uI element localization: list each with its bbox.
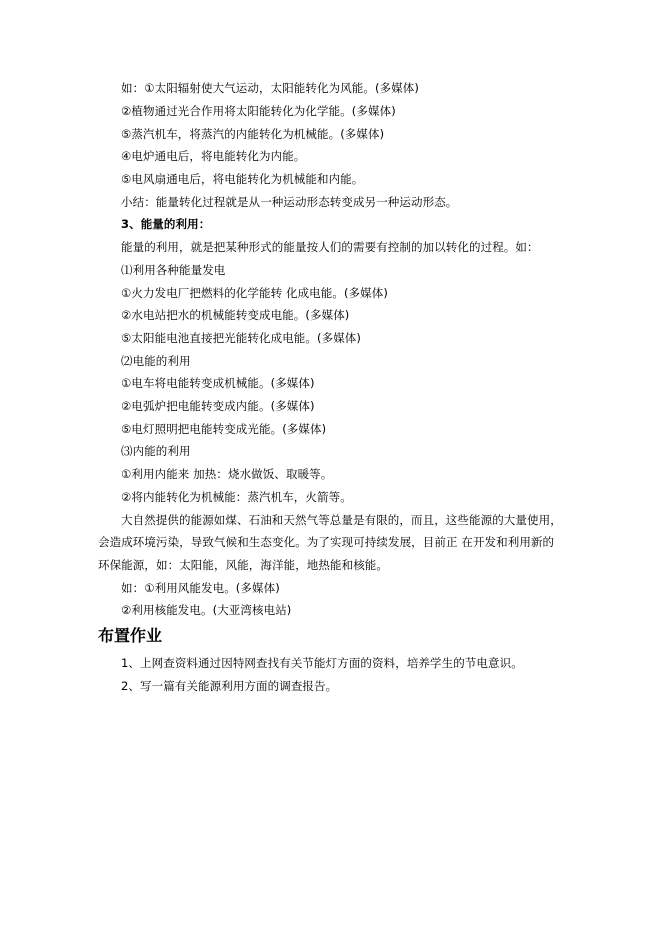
text-line: ⑤蒸汽机车，将蒸汽的内能转化为机械能。(多媒体): [121, 127, 385, 141]
text-line: ②将内能转化为机械能：蒸汽机车，火箭等。: [121, 490, 352, 504]
paragraph-line: 大自然提供的能源如煤、石油和天然气等总量是有限的，而且，这些能源的大量使用，: [121, 513, 562, 527]
paragraph-line: 会造成环境污染，导致气候和生态变化。为了实现可持续发展，目前正 在开发和利用新的: [98, 535, 555, 549]
section-heading-energy-use: 3、能量的利用：: [121, 217, 211, 231]
text-line: ⑶内能的利用: [121, 444, 191, 458]
homework-item: 1、上网查资料通过因特网查找有关节能灯方面的资料，培养学生的节电意识。: [121, 656, 523, 670]
text-line: 能量的利用，就是把某种形式的能量按人们的需要有控制的加以转化的过程。如：: [121, 240, 539, 254]
text-line: ①电车将电能转变成机械能。(多媒体): [121, 376, 315, 390]
paragraph-line: 环保能源，如：太阳能，风能，海洋能，地热能和核能。: [98, 558, 388, 572]
text-line: ②植物通过光合作用将太阳能转化为化学能。(多媒体): [121, 104, 396, 118]
text-line: ⑴利用各种能量发电: [121, 263, 226, 277]
text-line: ①利用内能来 加热：烧水做饭、取暖等。: [121, 467, 333, 481]
text-line: ⑤太阳能电池直接把光能转化成电能。(多媒体): [121, 331, 361, 345]
text-line: ②水电站把水的机械能转变成电能。(多媒体): [121, 308, 350, 322]
text-line: ①火力发电厂把燃料的化学能转 化成电能。(多媒体): [121, 286, 388, 300]
text-line: ②电弧炉把电能转变成内能。(多媒体): [121, 399, 315, 413]
text-line: ⑤电风扇通电后，将电能转化为机械能和内能。: [121, 172, 364, 186]
homework-title: 布置作业: [98, 626, 163, 645]
text-line: ②利用核能发电。(大亚湾核电站): [121, 603, 292, 617]
text-line: 如：①利用风能发电。(多媒体): [121, 581, 280, 595]
homework-item: 2、写一篇有关能源利用方面的调查报告。: [121, 679, 338, 693]
text-line: ⑵电能的利用: [121, 354, 191, 368]
text-line: 如：①太阳辐射使大气运动，太阳能转化为风能。(多媒体): [121, 81, 419, 95]
text-line: 小结：能量转化过程就是从一种运动形态转变成另一种运动形态。: [121, 195, 458, 209]
text-line: ④电炉通电后，将电能转化为内能。: [121, 149, 306, 163]
text-line: ⑤电灯照明把电能转变成光能。(多媒体): [121, 422, 327, 436]
